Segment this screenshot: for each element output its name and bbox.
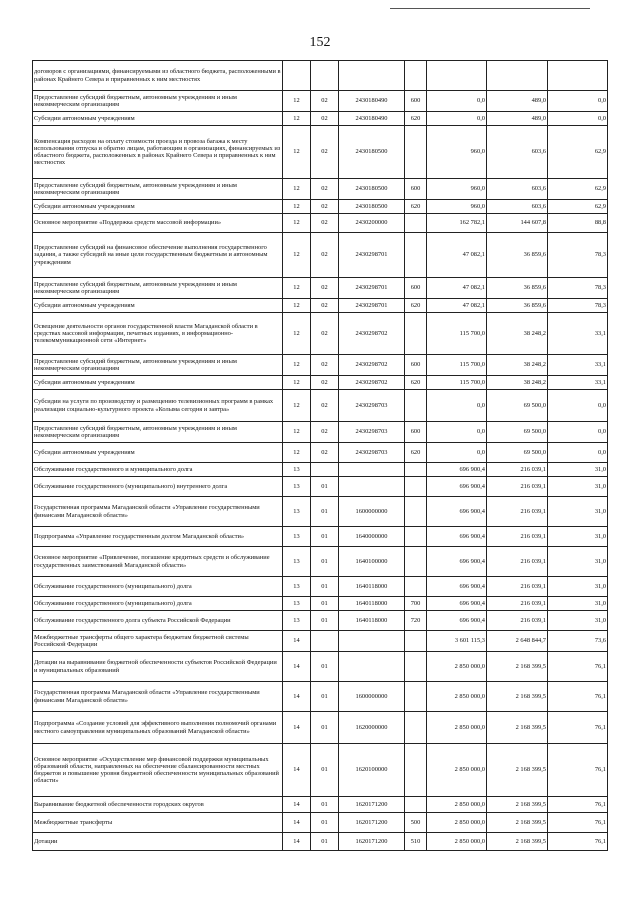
row-name-cell: Субсидии автономным учреждениям (33, 376, 283, 390)
row-subsection-cell: 02 (311, 355, 339, 376)
row-name-cell: договоров с организациями, финансируемыми из областного бюджета, расположенными в районах Крайнего Севера и приравненных к ним местностях (33, 61, 283, 91)
row-subsection-cell: 01 (311, 611, 339, 631)
row-executed-cell: 603,6 (487, 179, 548, 200)
table-row (33, 390, 608, 422)
row-target-article-cell: 1640100000 (339, 547, 405, 577)
row-section-cell: 13 (283, 577, 311, 597)
row-section-cell: 14 (283, 631, 311, 652)
row-approved-cell: 696 900,4 (427, 547, 487, 577)
row-name-cell: Основное мероприятие «Осуществление мер финансовой поддержки муниципальных образований области, направленных на обеспечение сбалансированности местных бюджетов и повышение уровня бюджетной обеспеченности муниципальных образований области» (33, 744, 283, 797)
row-percent-cell: 62,9 (548, 126, 608, 179)
row-target-article-cell: 1640000000 (339, 527, 405, 547)
row-target-article-cell: 2430298703 (339, 443, 405, 463)
row-executed-cell: 603,6 (487, 200, 548, 214)
row-target-article-cell (339, 652, 405, 682)
row-subsection-cell: 01 (311, 497, 339, 527)
row-section-cell: 14 (283, 797, 311, 813)
row-expense-type-cell: 600 (405, 355, 427, 376)
row-approved-cell: 960,0 (427, 200, 487, 214)
row-section-cell: 12 (283, 422, 311, 443)
row-executed-cell: 2 168 399,5 (487, 652, 548, 682)
row-subsection-cell: 01 (311, 527, 339, 547)
row-percent-cell: 31,0 (548, 611, 608, 631)
row-executed-cell: 2 648 844,7 (487, 631, 548, 652)
row-target-article-cell (339, 463, 405, 477)
row-name-cell: Основное мероприятие «Поддержка средств массовой информации» (33, 214, 283, 233)
row-approved-cell: 115 700,0 (427, 313, 487, 355)
row-target-article-cell: 2430298702 (339, 355, 405, 376)
row-name-cell: Обслуживание государственного (муниципального) внутреннего долга (33, 477, 283, 497)
row-percent-cell: 0,0 (548, 91, 608, 112)
row-executed-cell: 144 607,8 (487, 214, 548, 233)
row-approved-cell: 2 850 000,0 (427, 813, 487, 833)
row-percent-cell: 76,1 (548, 682, 608, 712)
row-percent-cell: 88,8 (548, 214, 608, 233)
table-row (33, 611, 608, 631)
row-approved-cell: 2 850 000,0 (427, 744, 487, 797)
row-percent-cell: 73,6 (548, 631, 608, 652)
row-percent-cell: 76,1 (548, 813, 608, 833)
row-section-cell: 12 (283, 214, 311, 233)
table-row (33, 214, 608, 233)
row-subsection-cell (311, 631, 339, 652)
table-row (33, 744, 608, 797)
table-row (33, 112, 608, 126)
row-expense-type-cell (405, 547, 427, 577)
row-name-cell: Подпрограмма «Управление государственным долгом Магаданской области» (33, 527, 283, 547)
table-row (33, 313, 608, 355)
row-executed-cell: 216 039,1 (487, 577, 548, 597)
row-approved-cell: 47 082,1 (427, 278, 487, 299)
table-row (33, 355, 608, 376)
row-executed-cell: 2 168 399,5 (487, 813, 548, 833)
row-percent-cell: 31,0 (548, 463, 608, 477)
row-subsection-cell: 02 (311, 200, 339, 214)
row-name-cell: Дотации (33, 833, 283, 851)
row-section-cell: 12 (283, 299, 311, 313)
row-section-cell: 12 (283, 355, 311, 376)
row-expense-type-cell (405, 497, 427, 527)
row-target-article-cell (339, 631, 405, 652)
row-subsection-cell: 01 (311, 652, 339, 682)
row-approved-cell: 162 782,1 (427, 214, 487, 233)
row-section-cell: 14 (283, 833, 311, 851)
row-target-article-cell: 1640118000 (339, 611, 405, 631)
table-row (33, 497, 608, 527)
row-approved-cell: 2 850 000,0 (427, 833, 487, 851)
row-approved-cell: 115 700,0 (427, 355, 487, 376)
row-section-cell: 12 (283, 112, 311, 126)
row-target-article-cell: 2430180500 (339, 179, 405, 200)
row-approved-cell: 0,0 (427, 390, 487, 422)
row-expense-type-cell: 600 (405, 422, 427, 443)
row-name-cell: Предоставление субсидий на финансовое обеспечение выполнения государственного задания, а также субсидий на иные цели государственным бюджетным и автономным учреждениям (33, 233, 283, 278)
row-section-cell (283, 61, 311, 91)
table-row (33, 233, 608, 278)
row-expense-type-cell: 720 (405, 611, 427, 631)
row-executed-cell: 36 859,6 (487, 299, 548, 313)
row-expense-type-cell: 700 (405, 597, 427, 611)
row-executed-cell: 603,6 (487, 126, 548, 179)
row-executed-cell: 69 500,0 (487, 422, 548, 443)
row-subsection-cell: 02 (311, 233, 339, 278)
row-section-cell: 12 (283, 179, 311, 200)
row-expense-type-cell (405, 527, 427, 547)
row-name-cell: Обслуживание государственного долга субъекта Российской Федерации (33, 611, 283, 631)
row-target-article-cell: 2430298703 (339, 390, 405, 422)
row-executed-cell: 38 248,2 (487, 376, 548, 390)
row-expense-type-cell: 620 (405, 112, 427, 126)
row-expense-type-cell (405, 126, 427, 179)
row-executed-cell: 2 168 399,5 (487, 744, 548, 797)
row-name-cell: Субсидии автономным учреждениям (33, 299, 283, 313)
row-section-cell: 13 (283, 477, 311, 497)
row-executed-cell: 2 168 399,5 (487, 833, 548, 851)
row-percent-cell: 0,0 (548, 390, 608, 422)
row-subsection-cell: 02 (311, 126, 339, 179)
row-executed-cell: 216 039,1 (487, 477, 548, 497)
table-row (33, 813, 608, 833)
row-target-article-cell: 1620100000 (339, 744, 405, 797)
row-name-cell: Дотации на выравнивание бюджетной обеспеченности субъектов Российской Федерации и муниципальных образований (33, 652, 283, 682)
row-percent-cell: 31,0 (548, 547, 608, 577)
row-executed-cell: 38 248,2 (487, 313, 548, 355)
row-approved-cell: 696 900,4 (427, 597, 487, 611)
row-name-cell: Основное мероприятие «Привлечение, погашение кредитных средств и обслуживание государственных заимствований Магаданской области» (33, 547, 283, 577)
row-expense-type-cell: 510 (405, 833, 427, 851)
row-executed-cell: 216 039,1 (487, 597, 548, 611)
table-row (33, 126, 608, 179)
row-section-cell: 12 (283, 233, 311, 278)
row-target-article-cell: 1640118000 (339, 577, 405, 597)
row-subsection-cell: 02 (311, 278, 339, 299)
row-percent-cell: 78,3 (548, 299, 608, 313)
row-section-cell: 14 (283, 652, 311, 682)
row-expense-type-cell: 600 (405, 278, 427, 299)
row-percent-cell: 62,9 (548, 179, 608, 200)
row-subsection-cell: 02 (311, 376, 339, 390)
row-approved-cell: 2 850 000,0 (427, 712, 487, 744)
row-subsection-cell: 01 (311, 577, 339, 597)
budget-table (32, 60, 608, 851)
row-expense-type-cell: 620 (405, 376, 427, 390)
row-target-article-cell: 1620171200 (339, 813, 405, 833)
row-target-article-cell: 2430180490 (339, 112, 405, 126)
row-approved-cell: 960,0 (427, 179, 487, 200)
table-row (33, 443, 608, 463)
row-expense-type-cell (405, 682, 427, 712)
row-name-cell: Межбюджетные трансферты общего характера бюджетам бюджетной системы Российской Федерации (33, 631, 283, 652)
row-name-cell: Предоставление субсидий бюджетным, автономным учреждениям и иным некоммерческим организациям (33, 278, 283, 299)
row-approved-cell: 696 900,4 (427, 497, 487, 527)
row-expense-type-cell: 620 (405, 443, 427, 463)
row-target-article-cell: 2430180500 (339, 200, 405, 214)
row-percent-cell: 0,0 (548, 112, 608, 126)
row-expense-type-cell (405, 233, 427, 278)
table-row (33, 833, 608, 851)
row-subsection-cell: 01 (311, 813, 339, 833)
row-expense-type-cell (405, 214, 427, 233)
row-name-cell: Компенсация расходов на оплату стоимости проезда и провоза багажа к месту использования отпуска и обратно лицам, работающим в организациях, финансируемых из областного бюджета, расположенных в районах Крайнего Севера и приравненных к ним местностях (33, 126, 283, 179)
row-percent-cell: 76,1 (548, 744, 608, 797)
row-target-article-cell: 2430298702 (339, 376, 405, 390)
row-target-article-cell: 2430298701 (339, 278, 405, 299)
row-name-cell: Выравнивание бюджетной обеспеченности городских округов (33, 797, 283, 813)
row-expense-type-cell (405, 61, 427, 91)
row-name-cell: Субсидии автономным учреждениям (33, 112, 283, 126)
table-row (33, 477, 608, 497)
row-section-cell: 13 (283, 497, 311, 527)
table-row (33, 422, 608, 443)
row-percent-cell: 76,1 (548, 833, 608, 851)
row-subsection-cell: 01 (311, 833, 339, 851)
row-section-cell: 13 (283, 527, 311, 547)
row-executed-cell: 216 039,1 (487, 611, 548, 631)
row-percent-cell: 0,0 (548, 443, 608, 463)
row-target-article-cell: 2430298701 (339, 233, 405, 278)
table-row (33, 652, 608, 682)
row-approved-cell: 696 900,4 (427, 611, 487, 631)
row-target-article-cell: 1620171200 (339, 833, 405, 851)
row-approved-cell: 0,0 (427, 112, 487, 126)
row-subsection-cell: 02 (311, 214, 339, 233)
row-executed-cell: 216 039,1 (487, 527, 548, 547)
row-executed-cell: 38 248,2 (487, 355, 548, 376)
row-section-cell: 12 (283, 390, 311, 422)
row-subsection-cell (311, 61, 339, 91)
row-name-cell: Субсидии автономным учреждениям (33, 200, 283, 214)
row-section-cell: 12 (283, 313, 311, 355)
row-expense-type-cell (405, 477, 427, 497)
row-executed-cell (487, 61, 548, 91)
row-executed-cell: 36 859,6 (487, 233, 548, 278)
row-approved-cell: 960,0 (427, 126, 487, 179)
row-target-article-cell (339, 61, 405, 91)
row-percent-cell: 0,0 (548, 422, 608, 443)
row-section-cell: 12 (283, 200, 311, 214)
table-row (33, 91, 608, 112)
row-name-cell: Предоставление субсидий бюджетным, автономным учреждениям и иным некоммерческим организациям (33, 91, 283, 112)
row-section-cell: 14 (283, 712, 311, 744)
row-expense-type-cell: 620 (405, 299, 427, 313)
row-name-cell: Государственная программа Магаданской области «Управление государственными финансами Магаданской области» (33, 497, 283, 527)
row-subsection-cell: 01 (311, 712, 339, 744)
row-approved-cell: 0,0 (427, 422, 487, 443)
row-subsection-cell: 02 (311, 179, 339, 200)
table-row (33, 712, 608, 744)
row-target-article-cell: 2430298703 (339, 422, 405, 443)
row-percent-cell: 76,1 (548, 797, 608, 813)
row-name-cell: Обслуживание государственного и муниципального долга (33, 463, 283, 477)
row-subsection-cell: 01 (311, 597, 339, 611)
table-row (33, 299, 608, 313)
row-target-article-cell: 1640118000 (339, 597, 405, 611)
row-expense-type-cell: 620 (405, 200, 427, 214)
table-row (33, 547, 608, 577)
row-approved-cell (427, 61, 487, 91)
row-subsection-cell: 02 (311, 112, 339, 126)
row-name-cell: Государственная программа Магаданской области «Управление государственными финансами Магаданской области» (33, 682, 283, 712)
table-row (33, 527, 608, 547)
row-percent-cell: 33,1 (548, 376, 608, 390)
table-row (33, 597, 608, 611)
table-row (33, 61, 608, 91)
table-row (33, 797, 608, 813)
row-executed-cell: 489,0 (487, 112, 548, 126)
row-percent-cell: 33,1 (548, 313, 608, 355)
row-expense-type-cell (405, 797, 427, 813)
row-target-article-cell: 2430298702 (339, 313, 405, 355)
row-name-cell: Освещение деятельности органов государственной власти Магаданской области в средствах массовой информации, печатных изданиях, в информационно-телекоммуникационной сети «Интернет» (33, 313, 283, 355)
row-section-cell: 13 (283, 597, 311, 611)
row-percent-cell: 76,1 (548, 652, 608, 682)
row-section-cell: 12 (283, 126, 311, 179)
row-name-cell: Предоставление субсидий бюджетным, автономным учреждениям и иным некоммерческим организациям (33, 355, 283, 376)
row-percent-cell: 31,0 (548, 477, 608, 497)
row-target-article-cell: 2430298701 (339, 299, 405, 313)
row-subsection-cell: 02 (311, 299, 339, 313)
row-subsection-cell: 01 (311, 547, 339, 577)
row-name-cell: Субсидии автономным учреждениям (33, 443, 283, 463)
row-name-cell: Обслуживание государственного (муниципального) долга (33, 577, 283, 597)
row-section-cell: 13 (283, 611, 311, 631)
table-row (33, 631, 608, 652)
row-section-cell: 14 (283, 813, 311, 833)
row-approved-cell: 696 900,4 (427, 477, 487, 497)
row-executed-cell: 216 039,1 (487, 547, 548, 577)
budget-table-body (33, 61, 608, 851)
row-percent-cell: 31,0 (548, 527, 608, 547)
row-section-cell: 12 (283, 278, 311, 299)
table-row (33, 577, 608, 597)
table-row (33, 278, 608, 299)
row-approved-cell: 2 850 000,0 (427, 652, 487, 682)
row-expense-type-cell: 600 (405, 91, 427, 112)
row-subsection-cell: 02 (311, 422, 339, 443)
row-approved-cell: 3 601 115,3 (427, 631, 487, 652)
row-expense-type-cell (405, 463, 427, 477)
row-approved-cell: 0,0 (427, 91, 487, 112)
row-executed-cell: 69 500,0 (487, 443, 548, 463)
row-expense-type-cell (405, 631, 427, 652)
row-approved-cell: 115 700,0 (427, 376, 487, 390)
row-approved-cell: 47 082,1 (427, 233, 487, 278)
top-scan-line (390, 8, 590, 9)
row-target-article-cell: 1600000000 (339, 682, 405, 712)
row-subsection-cell: 01 (311, 744, 339, 797)
row-subsection-cell: 02 (311, 443, 339, 463)
row-target-article-cell: 1620000000 (339, 712, 405, 744)
row-name-cell: Предоставление субсидий бюджетным, автономным учреждениям и иным некоммерческим организациям (33, 422, 283, 443)
row-executed-cell: 216 039,1 (487, 463, 548, 477)
row-expense-type-cell: 500 (405, 813, 427, 833)
row-expense-type-cell (405, 652, 427, 682)
row-expense-type-cell (405, 390, 427, 422)
row-approved-cell: 2 850 000,0 (427, 682, 487, 712)
row-percent-cell: 31,0 (548, 497, 608, 527)
row-approved-cell: 2 850 000,0 (427, 797, 487, 813)
row-expense-type-cell (405, 577, 427, 597)
row-executed-cell: 2 168 399,5 (487, 712, 548, 744)
row-expense-type-cell (405, 313, 427, 355)
row-subsection-cell: 02 (311, 313, 339, 355)
row-expense-type-cell (405, 744, 427, 797)
table-row (33, 682, 608, 712)
row-executed-cell: 489,0 (487, 91, 548, 112)
row-subsection-cell: 02 (311, 390, 339, 422)
row-executed-cell: 216 039,1 (487, 497, 548, 527)
row-approved-cell: 696 900,4 (427, 527, 487, 547)
row-executed-cell: 36 859,6 (487, 278, 548, 299)
row-target-article-cell: 2430180490 (339, 91, 405, 112)
page-number: 152 (309, 35, 331, 50)
row-target-article-cell: 2430200000 (339, 214, 405, 233)
row-subsection-cell (311, 463, 339, 477)
row-section-cell: 13 (283, 463, 311, 477)
row-percent-cell: 31,0 (548, 577, 608, 597)
row-name-cell: Подпрограмма «Создание условий для эффективного выполнения полномочий органами местного самоуправления муниципальных образований Магаданской области» (33, 712, 283, 744)
row-target-article-cell: 1600000000 (339, 497, 405, 527)
row-target-article-cell: 2430180500 (339, 126, 405, 179)
row-percent-cell: 76,1 (548, 712, 608, 744)
row-executed-cell: 2 168 399,5 (487, 797, 548, 813)
row-approved-cell: 696 900,4 (427, 577, 487, 597)
row-percent-cell: 33,1 (548, 355, 608, 376)
row-subsection-cell: 02 (311, 91, 339, 112)
row-percent-cell: 62,9 (548, 200, 608, 214)
row-approved-cell: 47 082,1 (427, 299, 487, 313)
row-section-cell: 12 (283, 376, 311, 390)
row-approved-cell: 696 900,4 (427, 463, 487, 477)
row-subsection-cell: 01 (311, 797, 339, 813)
row-section-cell: 12 (283, 443, 311, 463)
row-percent-cell (548, 61, 608, 91)
row-name-cell: Обслуживание государственного (муниципального) долга (33, 597, 283, 611)
row-name-cell: Субсидии на услуги по производству и размещению телевизионных программ в рамках реализации социально-культурного проекта «Колыма сегодня и завтра» (33, 390, 283, 422)
row-target-article-cell: 1620171200 (339, 797, 405, 813)
row-approved-cell: 0,0 (427, 443, 487, 463)
row-executed-cell: 69 500,0 (487, 390, 548, 422)
row-percent-cell: 31,0 (548, 597, 608, 611)
row-subsection-cell: 01 (311, 477, 339, 497)
row-section-cell: 13 (283, 547, 311, 577)
row-section-cell: 14 (283, 744, 311, 797)
row-expense-type-cell: 600 (405, 179, 427, 200)
row-expense-type-cell (405, 712, 427, 744)
row-target-article-cell (339, 477, 405, 497)
table-row (33, 376, 608, 390)
table-row (33, 200, 608, 214)
row-executed-cell: 2 168 399,5 (487, 682, 548, 712)
row-name-cell: Предоставление субсидий бюджетным, автономным учреждениям и иным некоммерческим организациям (33, 179, 283, 200)
row-section-cell: 12 (283, 91, 311, 112)
row-name-cell: Межбюджетные трансферты (33, 813, 283, 833)
row-percent-cell: 78,3 (548, 233, 608, 278)
table-row (33, 463, 608, 477)
row-percent-cell: 78,3 (548, 278, 608, 299)
row-section-cell: 14 (283, 682, 311, 712)
row-subsection-cell: 01 (311, 682, 339, 712)
table-row (33, 179, 608, 200)
